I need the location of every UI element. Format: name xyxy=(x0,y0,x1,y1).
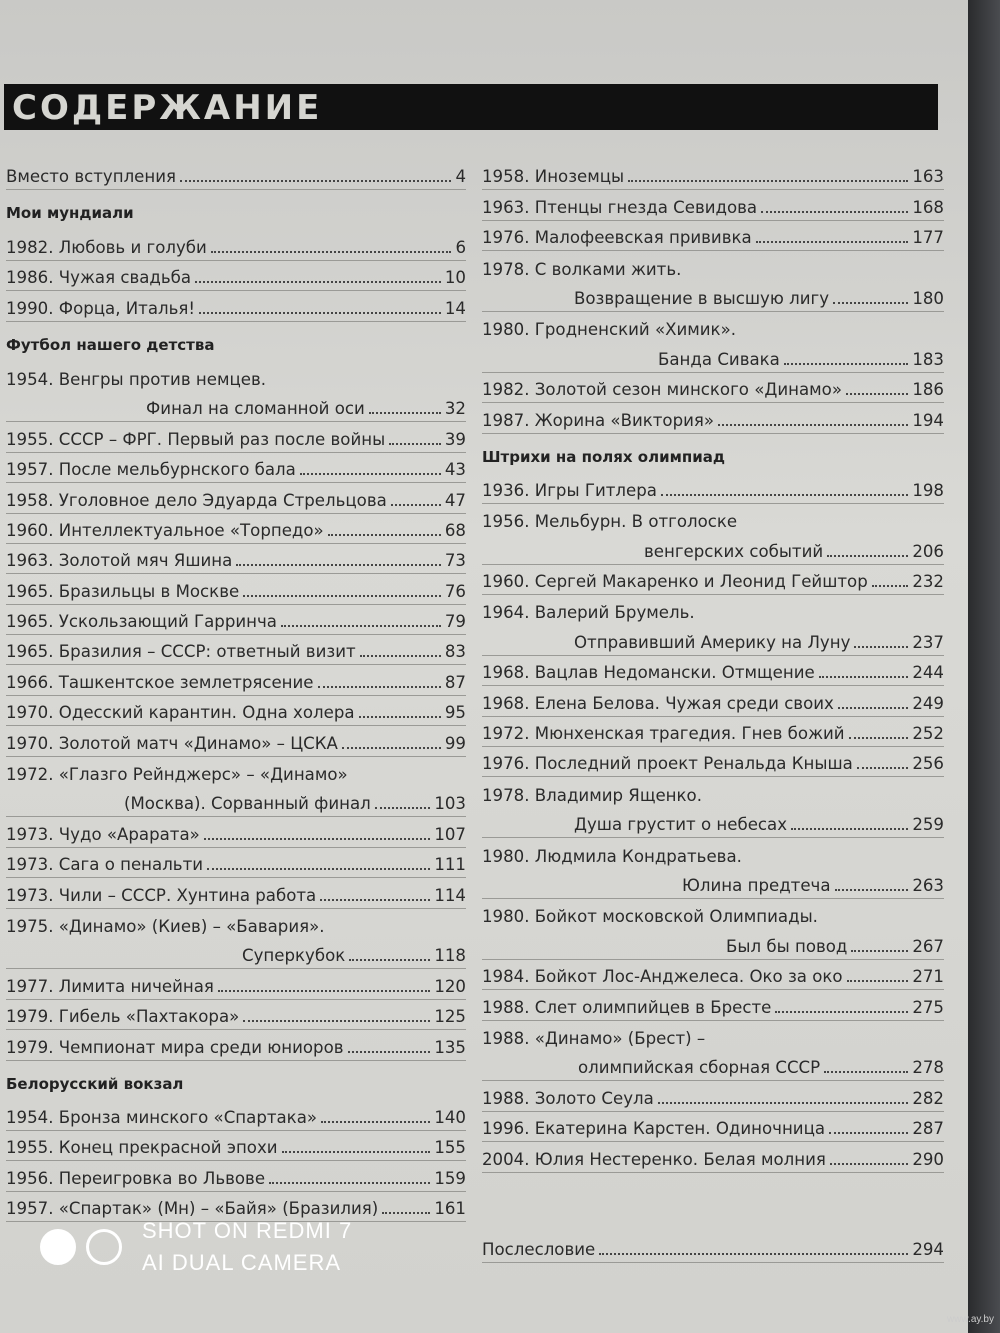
dot-leader xyxy=(318,686,441,688)
camera-line-1: SHOT ON REDMI 7 xyxy=(142,1218,353,1243)
dot-leader xyxy=(300,473,441,475)
toc-entry-title: 1968. Елена Белова. Чужая среди своих xyxy=(482,693,834,713)
toc-page-number: 259 xyxy=(912,815,944,835)
toc-page-number: 114 xyxy=(434,885,466,905)
toc-entry-title: 1955. СССР – ФРГ. Первый раз после войны xyxy=(6,429,386,449)
toc-page-number: 111 xyxy=(434,855,466,875)
toc-entry-title: 1954. Бронза минского «Спартака» xyxy=(6,1107,318,1127)
dot-leader xyxy=(827,555,908,557)
dot-leader xyxy=(775,1011,908,1013)
page-title: СОДЕРЖАНИЕ xyxy=(12,88,323,128)
toc-entry xyxy=(482,595,944,625)
toc-entry xyxy=(6,787,466,817)
toc-page-number: 177 xyxy=(912,228,944,248)
toc-entry-title: 1960. Интеллектуальное «Торпедо» xyxy=(6,520,324,540)
toc-page-number: 118 xyxy=(434,946,466,966)
toc-entry-title: 1979. Гибель «Пахтакора» xyxy=(6,1007,240,1027)
toc-entry xyxy=(482,221,944,251)
toc-entry xyxy=(482,929,944,959)
dot-leader xyxy=(359,716,441,718)
toc-entry-title: 1975. «Динамо» (Киев) – «Бавария». xyxy=(6,916,325,936)
dot-leader xyxy=(819,676,909,678)
toc-page-number: 107 xyxy=(434,824,466,844)
toc-entry-title: Банда Сивака xyxy=(658,349,780,369)
toc-page-number: 43 xyxy=(444,460,466,480)
toc-entry xyxy=(482,1112,944,1142)
toc-entry-title: 1980. Бойкот московской Олимпиады. xyxy=(482,907,818,927)
toc-page-number: 95 xyxy=(444,703,466,723)
toc-entry xyxy=(482,686,944,716)
toc-page-number: 287 xyxy=(912,1119,944,1139)
toc-entry xyxy=(6,1030,466,1060)
toc-entry xyxy=(6,909,466,939)
toc-page-number: 87 xyxy=(444,672,466,692)
page-edge xyxy=(968,0,1000,1333)
toc-page-number: 125 xyxy=(434,1007,466,1027)
toc-entry xyxy=(6,574,466,604)
toc-page-number: 10 xyxy=(444,268,466,288)
toc-entry xyxy=(6,635,466,665)
toc-page-number: 263 xyxy=(912,875,944,895)
toc-page-number: 267 xyxy=(912,936,944,956)
toc-page-number: 275 xyxy=(912,997,944,1017)
toc-entry xyxy=(482,1081,944,1111)
toc-entry-title: 1955. Конец прекрасной эпохи xyxy=(6,1138,278,1158)
camera-lens-icon xyxy=(40,1229,76,1265)
dot-leader xyxy=(851,950,908,952)
toc-entry-title: 1986. Чужая свадьба xyxy=(6,268,192,288)
dot-leader xyxy=(830,1163,908,1165)
dot-leader xyxy=(204,838,431,840)
dot-leader xyxy=(829,1132,908,1134)
toc-entry-title: Юлина предтеча xyxy=(682,875,831,895)
dot-leader xyxy=(835,889,909,891)
toc-page-number: 47 xyxy=(444,490,466,510)
toc-entry xyxy=(482,960,944,990)
toc-entry-title: Вместо вступления xyxy=(6,167,176,187)
toc-page-number: 237 xyxy=(912,632,944,652)
toc-entry-title: 2004. Юлия Нестеренко. Белая молния xyxy=(482,1149,826,1169)
dot-leader xyxy=(342,747,441,749)
dot-leader xyxy=(761,211,908,213)
dot-leader xyxy=(243,595,441,597)
toc-entry-title: 1996. Екатерина Карстен. Одиночница xyxy=(482,1119,826,1139)
dot-leader xyxy=(321,1121,430,1123)
dot-leader xyxy=(218,990,430,992)
toc-entry xyxy=(482,747,944,777)
dot-leader xyxy=(195,281,441,283)
toc-section-heading: Футбол нашего детства xyxy=(6,335,215,354)
toc-entry-title: 1982. Золотой сезон минского «Динамо» xyxy=(482,380,842,400)
toc-entry xyxy=(482,190,944,220)
toc-entry xyxy=(6,878,466,908)
dot-leader xyxy=(846,393,908,395)
toc-entry-title: 1973. Сага о пенальти xyxy=(6,855,204,875)
toc-entry xyxy=(6,969,466,999)
dot-leader xyxy=(348,1051,431,1053)
toc-entry-title: 1964. Валерий Брумель. xyxy=(482,603,695,623)
toc-entry xyxy=(482,312,944,342)
dot-leader xyxy=(180,180,451,182)
toc-entry-title: 1979. Чемпионат мира среди юниоров xyxy=(6,1037,344,1057)
toc-page-number: 183 xyxy=(912,349,944,369)
toc-entry xyxy=(6,160,466,190)
title-bar xyxy=(4,84,938,130)
toc-entry-title: олимпийская сборная СССР xyxy=(578,1058,821,1078)
dot-leader xyxy=(328,534,441,536)
toc-entry-title: Послесловие xyxy=(482,1239,596,1259)
toc-entry-title: 1958. Иноземцы xyxy=(482,167,625,187)
toc-entry-title: Возвращение в высшую лигу xyxy=(574,288,830,308)
toc-page-number: 282 xyxy=(912,1088,944,1108)
toc-entry xyxy=(482,282,944,312)
toc-entry-title: Был бы повод xyxy=(726,936,848,956)
toc-entry xyxy=(482,777,944,807)
dot-leader xyxy=(838,707,908,709)
toc-page-number: 103 xyxy=(434,794,466,814)
dot-leader xyxy=(281,625,441,627)
toc-page-number: 206 xyxy=(912,541,944,561)
toc-section-heading: Белорусский вокзал xyxy=(6,1074,184,1093)
toc-entry xyxy=(482,1051,944,1081)
toc-page-number: 159 xyxy=(434,1168,466,1188)
toc-section-heading: Штрихи на полях олимпиад xyxy=(482,447,725,466)
toc-entry-title: 1936. Игры Гитлера xyxy=(482,480,657,500)
toc-entry xyxy=(6,422,466,452)
dot-leader xyxy=(282,1151,431,1153)
dot-leader xyxy=(847,980,909,982)
toc-entry xyxy=(482,251,944,281)
toc-entry-title: 1973. Чудо «Арарата» xyxy=(6,824,200,844)
toc-entry-title: 1988. «Динамо» (Брест) – xyxy=(482,1028,706,1048)
toc-page-number: 180 xyxy=(912,288,944,308)
dot-leader xyxy=(369,412,441,414)
toc-page-number: 194 xyxy=(912,410,944,430)
toc-entry xyxy=(482,838,944,868)
toc-entry xyxy=(482,625,944,655)
dot-leader xyxy=(661,494,908,496)
toc-page-number: 278 xyxy=(912,1058,944,1078)
dot-leader xyxy=(389,443,441,445)
toc-page-number: 140 xyxy=(434,1107,466,1127)
dot-leader xyxy=(658,1102,909,1104)
toc-entry-title: 1988. Слет олимпийцев в Бресте xyxy=(482,997,772,1017)
toc-page-number: 186 xyxy=(912,380,944,400)
site-watermark: www.ay.by xyxy=(946,1314,994,1325)
toc-entry xyxy=(482,808,944,838)
dot-leader xyxy=(375,807,431,809)
toc-page-number: 155 xyxy=(434,1138,466,1158)
toc-entry-title: 1980. Гродненский «Химик». xyxy=(482,320,737,340)
dot-leader xyxy=(211,251,452,253)
toc-entry-title: 1978. С волками жить. xyxy=(482,259,682,279)
dot-leader xyxy=(628,180,908,182)
toc-page-number: 244 xyxy=(912,663,944,683)
toc-entry xyxy=(6,453,466,483)
dot-leader xyxy=(391,504,441,506)
toc-entry-title: 1977. Лимита ничейная xyxy=(6,976,214,996)
toc-entry-title: 1968. Вацлав Недомански. Отмщение xyxy=(482,663,815,683)
toc-entry xyxy=(6,665,466,695)
dot-leader xyxy=(243,1020,430,1022)
toc-entry xyxy=(482,534,944,564)
toc-entry xyxy=(482,1142,944,1172)
toc-left-column xyxy=(6,160,466,1222)
toc-spacer xyxy=(482,1173,944,1203)
dot-leader xyxy=(382,1212,430,1214)
dot-leader xyxy=(236,564,441,566)
toc-entry xyxy=(6,514,466,544)
toc-entry-title: 1958. Уголовное дело Эдуарда Стрельцова xyxy=(6,490,387,510)
toc-entry-title: 1966. Ташкентское землетрясение xyxy=(6,672,314,692)
dot-leader xyxy=(872,585,909,587)
toc-entry xyxy=(6,483,466,513)
toc-entry xyxy=(6,1000,466,1030)
toc-page-number: 271 xyxy=(912,967,944,987)
toc-page-number: 120 xyxy=(434,976,466,996)
toc-page-number: 4 xyxy=(455,167,466,187)
toc-page-number: 73 xyxy=(444,551,466,571)
toc-entry xyxy=(482,899,944,929)
toc-entry-title: 1988. Золото Сеула xyxy=(482,1088,654,1108)
toc-entry xyxy=(482,656,944,686)
toc-entry-title: 1970. Одесский карантин. Одна холера xyxy=(6,703,355,723)
toc-entry-title: 1982. Любовь и голуби xyxy=(6,237,207,257)
toc-entry xyxy=(482,1233,944,1263)
toc-page-number: 161 xyxy=(434,1199,466,1219)
toc-entry-title: 1965. Ускользающий Гарринча xyxy=(6,612,277,632)
toc-entry xyxy=(482,869,944,899)
toc-right-column xyxy=(482,160,944,1263)
toc-page-number: 252 xyxy=(912,724,944,744)
toc-entry-title: 1960. Сергей Макаренко и Леонид Гейштор xyxy=(482,572,868,592)
dot-leader xyxy=(791,828,908,830)
toc-entry xyxy=(6,291,466,321)
toc-page-number: 232 xyxy=(912,572,944,592)
toc-entry xyxy=(6,544,466,574)
toc-entry xyxy=(6,696,466,726)
toc-entry-title: 1970. Золотой матч «Динамо» – ЦСКА xyxy=(6,733,338,753)
toc-entry xyxy=(6,230,466,260)
toc-page-number: 6 xyxy=(455,237,466,257)
toc-entry-title: 1972. «Глазго Рейнджерс» – «Динамо» xyxy=(6,765,348,785)
toc-section-heading: Мои мундиали xyxy=(6,204,134,223)
dot-leader xyxy=(599,1253,908,1255)
camera-line-2: AI DUAL CAMERA xyxy=(142,1250,342,1275)
toc-entry-title: (Москва). Сорванный финал xyxy=(124,794,371,814)
toc-entry xyxy=(482,504,944,534)
toc-entry xyxy=(6,605,466,635)
dot-leader xyxy=(784,363,908,365)
toc-entry-title: 1980. Людмила Кондратьева. xyxy=(482,846,742,866)
toc-entry-title: 1976. Малофеевская прививка xyxy=(482,228,752,248)
toc-page-number: 249 xyxy=(912,693,944,713)
dot-leader xyxy=(360,655,441,657)
toc-page-number: 14 xyxy=(444,298,466,318)
toc-page-number: 99 xyxy=(444,733,466,753)
dot-leader xyxy=(857,767,908,769)
dot-leader xyxy=(199,312,441,314)
toc-entry xyxy=(482,474,944,504)
dot-leader xyxy=(269,1182,430,1184)
toc-entry-title: 1990. Форца, Италья! xyxy=(6,298,196,318)
toc-entry xyxy=(6,1161,466,1191)
dot-leader xyxy=(718,424,908,426)
toc-page-number: 168 xyxy=(912,197,944,217)
toc-page-number: 83 xyxy=(444,642,466,662)
toc-page-number: 163 xyxy=(912,167,944,187)
toc-page-number: 256 xyxy=(912,754,944,774)
dot-leader xyxy=(207,868,430,870)
toc-entry-title: 1956. Переигровка во Львове xyxy=(6,1168,266,1188)
toc-spacer xyxy=(482,1203,944,1233)
dot-leader xyxy=(824,1071,908,1073)
toc-entry-title: 1978. Владимир Ященко. xyxy=(482,785,702,805)
toc-entry xyxy=(6,817,466,847)
toc-entry xyxy=(6,1131,466,1161)
toc-page-number: 79 xyxy=(444,612,466,632)
toc-entry-title: 1972. Мюнхенская трагедия. Гнев божий xyxy=(482,724,845,744)
toc-entry-title: венгерских событий xyxy=(644,541,824,561)
toc-page-number: 290 xyxy=(912,1149,944,1169)
toc-entry-title: 1957. «Спартак» (Мн) – «Байя» (Бразилия) xyxy=(6,1199,379,1219)
toc-entry xyxy=(6,848,466,878)
toc-page-number: 135 xyxy=(434,1037,466,1057)
toc-entry-title: 1984. Бойкот Лос-Анджелеса. Око за око xyxy=(482,967,843,987)
toc-entry-title: 1963. Птенцы гнезда Севидова xyxy=(482,197,758,217)
toc-entry-title: 1965. Бразильцы в Москве xyxy=(6,581,240,601)
toc-page-number: 198 xyxy=(912,480,944,500)
toc-entry-title: 1973. Чили – СССР. Хунтина работа xyxy=(6,885,317,905)
toc-page-number: 39 xyxy=(444,429,466,449)
toc-page-number: 294 xyxy=(912,1239,944,1259)
toc-entry xyxy=(482,160,944,190)
camera-watermark xyxy=(40,1215,352,1279)
dot-leader xyxy=(849,737,909,739)
dot-leader xyxy=(854,646,908,648)
toc-entry xyxy=(6,261,466,291)
dot-leader xyxy=(756,241,909,243)
toc-entry-title: 1957. После мельбурнского бала xyxy=(6,460,296,480)
toc-entry xyxy=(482,990,944,1020)
toc-entry-title: 1954. Венгры против немцев. xyxy=(6,369,267,389)
toc-entry-title: Отправивший Америку на Луну xyxy=(574,632,851,652)
toc-entry xyxy=(6,362,466,392)
toc-entry-title: 1956. Мельбурн. В отголоске xyxy=(482,512,738,532)
toc-entry xyxy=(482,342,944,372)
toc-entry-title: 1963. Золотой мяч Яшина xyxy=(6,551,233,571)
toc-entry xyxy=(6,1101,466,1131)
toc-page-number: 76 xyxy=(444,581,466,601)
toc-entry xyxy=(482,403,944,433)
camera-lens-icon xyxy=(86,1229,122,1265)
toc-entry xyxy=(6,939,466,969)
dot-leader xyxy=(320,899,430,901)
toc-entry-title: 1976. Последний проект Ренальда Кныша xyxy=(482,754,853,774)
toc-entry-title: Суперкубок xyxy=(242,946,346,966)
toc-entry xyxy=(482,373,944,403)
toc-entry xyxy=(6,392,466,422)
toc-entry-title: Душа грустит о небесах xyxy=(574,815,788,835)
toc-entry xyxy=(6,757,466,787)
toc-entry xyxy=(482,1021,944,1051)
toc-entry xyxy=(6,726,466,756)
toc-page-number: 68 xyxy=(444,520,466,540)
toc-entry xyxy=(482,565,944,595)
toc-entry-title: 1987. Жорина «Виктория» xyxy=(482,410,715,430)
dot-leader xyxy=(833,302,908,304)
dot-leader xyxy=(349,959,430,961)
toc-entry xyxy=(482,717,944,747)
toc-entry-title: Финал на сломанной оси xyxy=(146,399,365,419)
toc-page-number: 32 xyxy=(444,399,466,419)
toc-entry-title: 1965. Бразилия – СССР: ответный визит xyxy=(6,642,356,662)
